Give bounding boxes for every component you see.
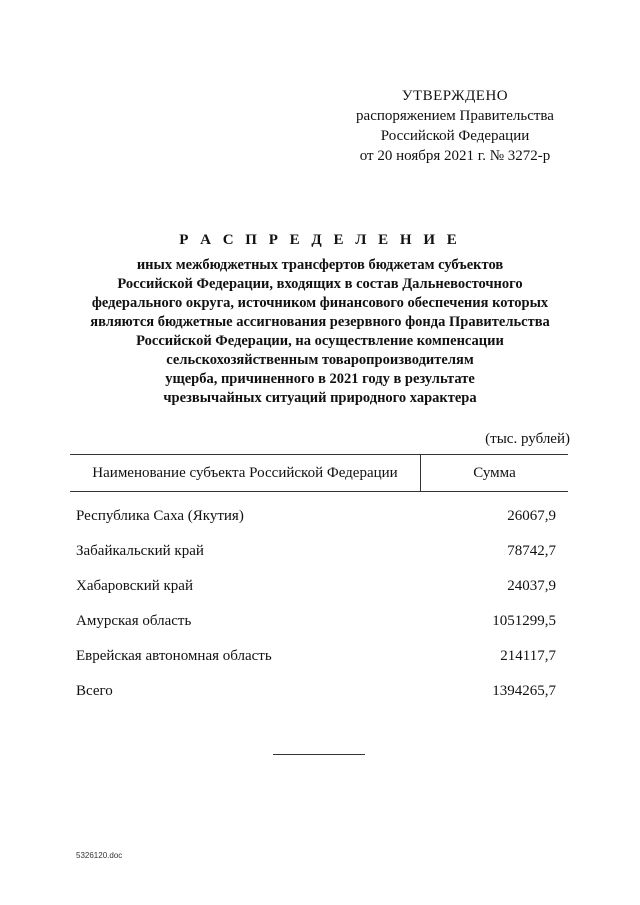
approval-block bbox=[340, 86, 570, 166]
document-subtitle bbox=[60, 256, 580, 408]
subtitle-line: ущерба, причиненного в 2021 году в результате bbox=[165, 371, 475, 387]
subtitle-line: являются бюджетные ассигнования резервного фонда Правительства bbox=[90, 314, 550, 330]
table-row bbox=[76, 508, 556, 543]
region-sum: 26067,9 bbox=[507, 508, 556, 524]
column-header-sum: Сумма bbox=[473, 465, 516, 481]
units-label: (тыс. рублей) bbox=[485, 431, 570, 447]
document-title: Р А С П Р Е Д Е Л Е Н И Е bbox=[179, 232, 461, 248]
region-name: Хабаровский край bbox=[76, 578, 193, 594]
region-name: Забайкальский край bbox=[76, 543, 204, 559]
footer-filename: 5326120.doc bbox=[76, 851, 123, 860]
total-row bbox=[76, 683, 556, 718]
subtitle-line: Российской Федерации, входящих в состав Дальневосточного bbox=[117, 276, 523, 292]
table-row bbox=[76, 543, 556, 578]
table-body bbox=[76, 508, 556, 718]
region-name: Республика Саха (Якутия) bbox=[76, 508, 244, 524]
table-row bbox=[76, 613, 556, 648]
approval-date-number: от 20 ноября 2021 г. № 3272-р bbox=[359, 148, 551, 164]
approval-line: распоряжением Правительства bbox=[356, 108, 554, 124]
subtitle-line: сельскохозяйственным товаропроизводителям bbox=[166, 352, 474, 368]
subtitle-line: Российской Федерации, на осуществление компенсации bbox=[136, 333, 504, 349]
approval-stamp: УТВЕРЖДЕНО bbox=[401, 88, 509, 104]
column-header-name: Наименование субъекта Российской Федерации bbox=[70, 455, 421, 491]
subtitle-line: федерального округа, источником финансового обеспечения которых bbox=[91, 295, 549, 311]
region-name: Еврейская автономная область bbox=[76, 648, 272, 664]
total-sum: 1394265,7 bbox=[492, 683, 556, 699]
approval-line: Российской Федерации bbox=[380, 128, 530, 144]
table-row bbox=[76, 578, 556, 613]
region-sum: 78742,7 bbox=[507, 543, 556, 559]
table-header bbox=[70, 454, 568, 492]
region-sum: 214117,7 bbox=[500, 648, 556, 664]
end-divider bbox=[273, 754, 365, 755]
total-label: Всего bbox=[76, 683, 113, 699]
region-sum: 1051299,5 bbox=[492, 613, 556, 629]
subtitle-line: иных межбюджетных трансфертов бюджетам субъектов bbox=[136, 257, 504, 273]
region-sum: 24037,9 bbox=[507, 578, 556, 594]
region-name: Амурская область bbox=[76, 613, 192, 629]
subtitle-line: чрезвычайных ситуаций природного характера bbox=[163, 390, 477, 406]
table-row bbox=[76, 648, 556, 683]
